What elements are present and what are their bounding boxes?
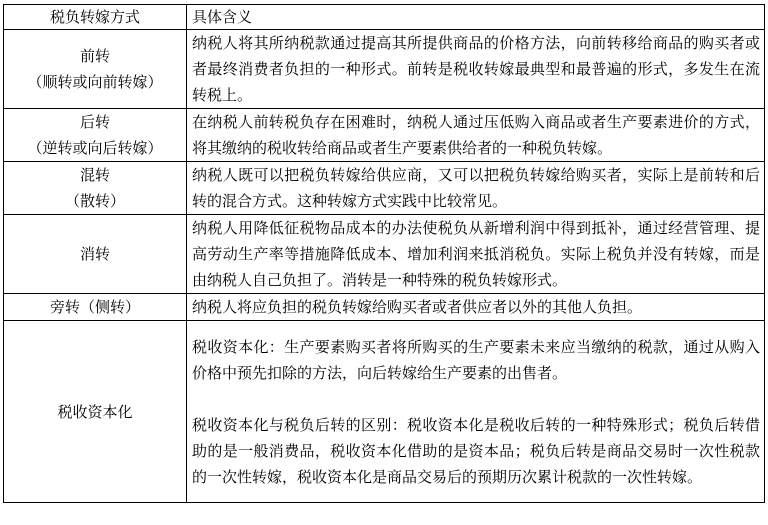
meaning-cell	[187, 162, 765, 215]
method-alias: （散转）	[64, 192, 125, 210]
meaning-cell	[187, 215, 765, 294]
meaning-cell	[187, 294, 765, 321]
method-name: 前转	[79, 47, 110, 65]
method-cell	[4, 294, 187, 321]
table-row	[4, 162, 765, 215]
method-cell	[4, 30, 187, 109]
meaning-cell	[187, 321, 765, 503]
meaning-text-definition: 税收资本化：生产要素购买者将所购买的生产要素未来应当缴纳的税款，通过从购入价格中预先扣除的方法，向后转嫁给生产要素的出售者。	[192, 337, 760, 382]
method-name: 旁转（侧转）	[49, 298, 140, 316]
table-row	[4, 215, 765, 294]
method-name: 税收资本化	[57, 402, 133, 421]
table-row	[4, 109, 765, 162]
table-row	[4, 321, 765, 503]
meaning-cell	[187, 109, 765, 162]
meaning-text: 纳税人用降低征税物品成本的办法使税负从新增利润中得到抵补，通过经营管理、提高劳动生产率等措施降低成本、增加利润来抵消税负。实际上税负并没有转嫁，而是由纳税人自己负担了。消转是一种特殊的税负转嫁形式。	[192, 219, 760, 289]
meaning-text: 纳税人既可以把税负转嫁给供应商，又可以把税负转嫁给购买者，实际上是前转和后转的混合方式。这种转嫁方式实践中比较常见。	[192, 166, 760, 210]
method-cell	[4, 215, 187, 294]
paragraph-spacer	[192, 386, 760, 412]
method-alias: （顺转或向前转嫁）	[27, 73, 163, 91]
method-alias: （逆转或向后转嫁）	[27, 139, 163, 157]
method-name: 消转	[79, 245, 110, 263]
method-name: 后转	[79, 113, 110, 131]
table-header-row	[4, 5, 765, 30]
meaning-text: 纳税人将应负担的税负转嫁给购买者或者供应者以外的其他人负担。	[192, 298, 643, 316]
table-row	[4, 30, 765, 109]
meaning-text: 在纳税人前转税负存在困难时，纳税人通过压低购入商品或者生产要素进价的方式，将其缴纳的税收转给商品或者生产要素供给者的一种税负转嫁。	[192, 113, 760, 157]
header-method: 税负转嫁方式	[4, 5, 187, 30]
meaning-cell	[187, 30, 765, 109]
method-cell	[4, 321, 187, 503]
header-meaning: 具体含义	[187, 5, 765, 30]
meaning-text: 纳税人将其所纳税款通过提高其所提供商品的价格方法，向前转移给商品的购买者或者最终消费者负担的一种形式。前转是税收转嫁最典型和最普遍的形式，多发生在流转税上。	[192, 34, 760, 104]
method-cell	[4, 109, 187, 162]
method-cell	[4, 162, 187, 215]
tax-shifting-table	[3, 4, 765, 503]
table-row	[4, 294, 765, 321]
meaning-text-difference: 税收资本化与税负后转的区别：税收资本化是税收后转的一种特殊形式；税负后转借助的是一般消费品，税收资本化借助的是资本品；税负后转是商品交易时一次性税款的一次性转嫁，税收资本化是商品交易后的预期历次累计税款的一次性转嫁。	[192, 415, 760, 486]
method-name: 混转	[79, 166, 110, 184]
